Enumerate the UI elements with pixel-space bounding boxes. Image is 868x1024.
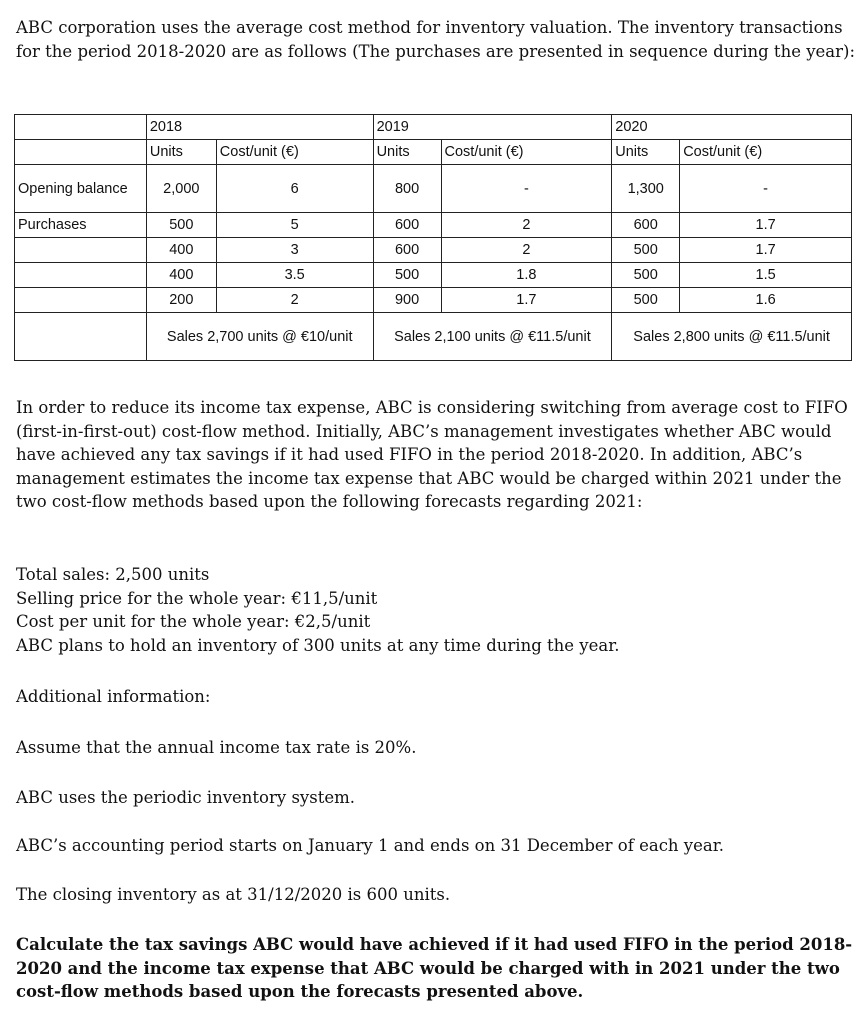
sales-2018: Sales 2,700 units @ €10/unit <box>146 313 373 361</box>
row-label <box>15 288 147 313</box>
forecast-3: Cost per unit for the whole year: €2,5/unit <box>16 612 371 631</box>
cost-cell: 3.5 <box>216 263 373 288</box>
units-header: Units <box>373 140 441 165</box>
units-cell: 800 <box>373 165 441 213</box>
units-cell: 500 <box>612 288 680 313</box>
forecast-4: ABC plans to hold an inventory of 300 units at any time during the year. <box>16 636 620 655</box>
units-cell: 500 <box>612 263 680 288</box>
row-label: Opening balance <box>15 165 147 213</box>
forecast-2: Selling price for the whole year: €11,5/unit <box>16 589 378 608</box>
sales-2020: Sales 2,800 units @ €11.5/unit <box>612 313 852 361</box>
year-2020: 2020 <box>612 115 852 140</box>
year-row <box>15 115 852 140</box>
table-row <box>15 263 852 288</box>
row-label <box>15 263 147 288</box>
cost-cell: 6 <box>216 165 373 213</box>
cost-cell: 1.7 <box>680 238 852 263</box>
cost-cell: 1.6 <box>680 288 852 313</box>
table-row <box>15 213 852 238</box>
units-cell: 500 <box>373 263 441 288</box>
units-cell: 400 <box>146 263 216 288</box>
tax-rate: Assume that the annual income tax rate is 20%. <box>16 738 417 757</box>
units-cell: 600 <box>612 213 680 238</box>
closing-inventory: The closing inventory as at 31/12/2020 is 600 units. <box>16 885 451 904</box>
cost-cell: - <box>441 165 612 213</box>
units-cell: 500 <box>612 238 680 263</box>
cost-header: Cost/unit (€) <box>441 140 612 165</box>
cost-cell: 3 <box>216 238 373 263</box>
row-label: Purchases <box>15 213 147 238</box>
units-cell: 600 <box>373 213 441 238</box>
periodic-system: ABC uses the periodic inventory system. <box>16 788 355 807</box>
units-cell: 900 <box>373 288 441 313</box>
cost-cell: - <box>680 165 852 213</box>
table-row <box>15 165 852 213</box>
year-2018: 2018 <box>146 115 373 140</box>
cost-header: Cost/unit (€) <box>216 140 373 165</box>
header-row <box>15 140 852 165</box>
sales-row <box>15 313 852 361</box>
cost-cell: 2 <box>216 288 373 313</box>
year-2019: 2019 <box>373 115 612 140</box>
units-header: Units <box>612 140 680 165</box>
cost-cell: 1.8 <box>441 263 612 288</box>
cost-cell: 1.5 <box>680 263 852 288</box>
units-cell: 1,300 <box>612 165 680 213</box>
switching-paragraph: In order to reduce its income tax expense, ABC is considering switching from average cost to FIFO (first-in-first-out) cost-flow method. Initially, ABC’s management investigates whether ABC would have achieved any tax savings if it had used FIFO in the period 2018-2020. In addition, ABC’s management estimates the income tax expense that ABC would be charged within 2021 under the two cost-flow methods based upon the following forecasts regarding 2021: <box>16 398 848 511</box>
units-cell: 500 <box>146 213 216 238</box>
sales-2019: Sales 2,100 units @ €11.5/unit <box>373 313 612 361</box>
question: Calculate the tax savings ABC would have achieved if it had used FIFO in the period 2018-2020 and the income tax expense that ABC would be charged with in 2021 under the two cost-flow methods based upon the forecasts presented above. <box>16 935 853 1001</box>
row-label <box>15 238 147 263</box>
units-header: Units <box>146 140 216 165</box>
cost-header: Cost/unit (€) <box>680 140 852 165</box>
cost-cell: 2 <box>441 238 612 263</box>
table-row <box>15 238 852 263</box>
units-cell: 600 <box>373 238 441 263</box>
cost-cell: 1.7 <box>441 288 612 313</box>
cost-cell: 2 <box>441 213 612 238</box>
table-row <box>15 288 852 313</box>
forecast-1: Total sales: 2,500 units <box>16 565 210 584</box>
inventory-table <box>14 114 852 361</box>
units-cell: 200 <box>146 288 216 313</box>
units-cell: 400 <box>146 238 216 263</box>
units-cell: 2,000 <box>146 165 216 213</box>
accounting-period: ABC’s accounting period starts on January 1 and ends on 31 December of each year. <box>16 836 725 855</box>
intro-paragraph: ABC corporation uses the average cost method for inventory valuation. The inventory transactions for the period 2018-2020 are as follows (The purchases are presented in sequence during the year): <box>16 18 856 61</box>
cost-cell: 5 <box>216 213 373 238</box>
cost-cell: 1.7 <box>680 213 852 238</box>
additional-heading: Additional information: <box>16 687 211 706</box>
